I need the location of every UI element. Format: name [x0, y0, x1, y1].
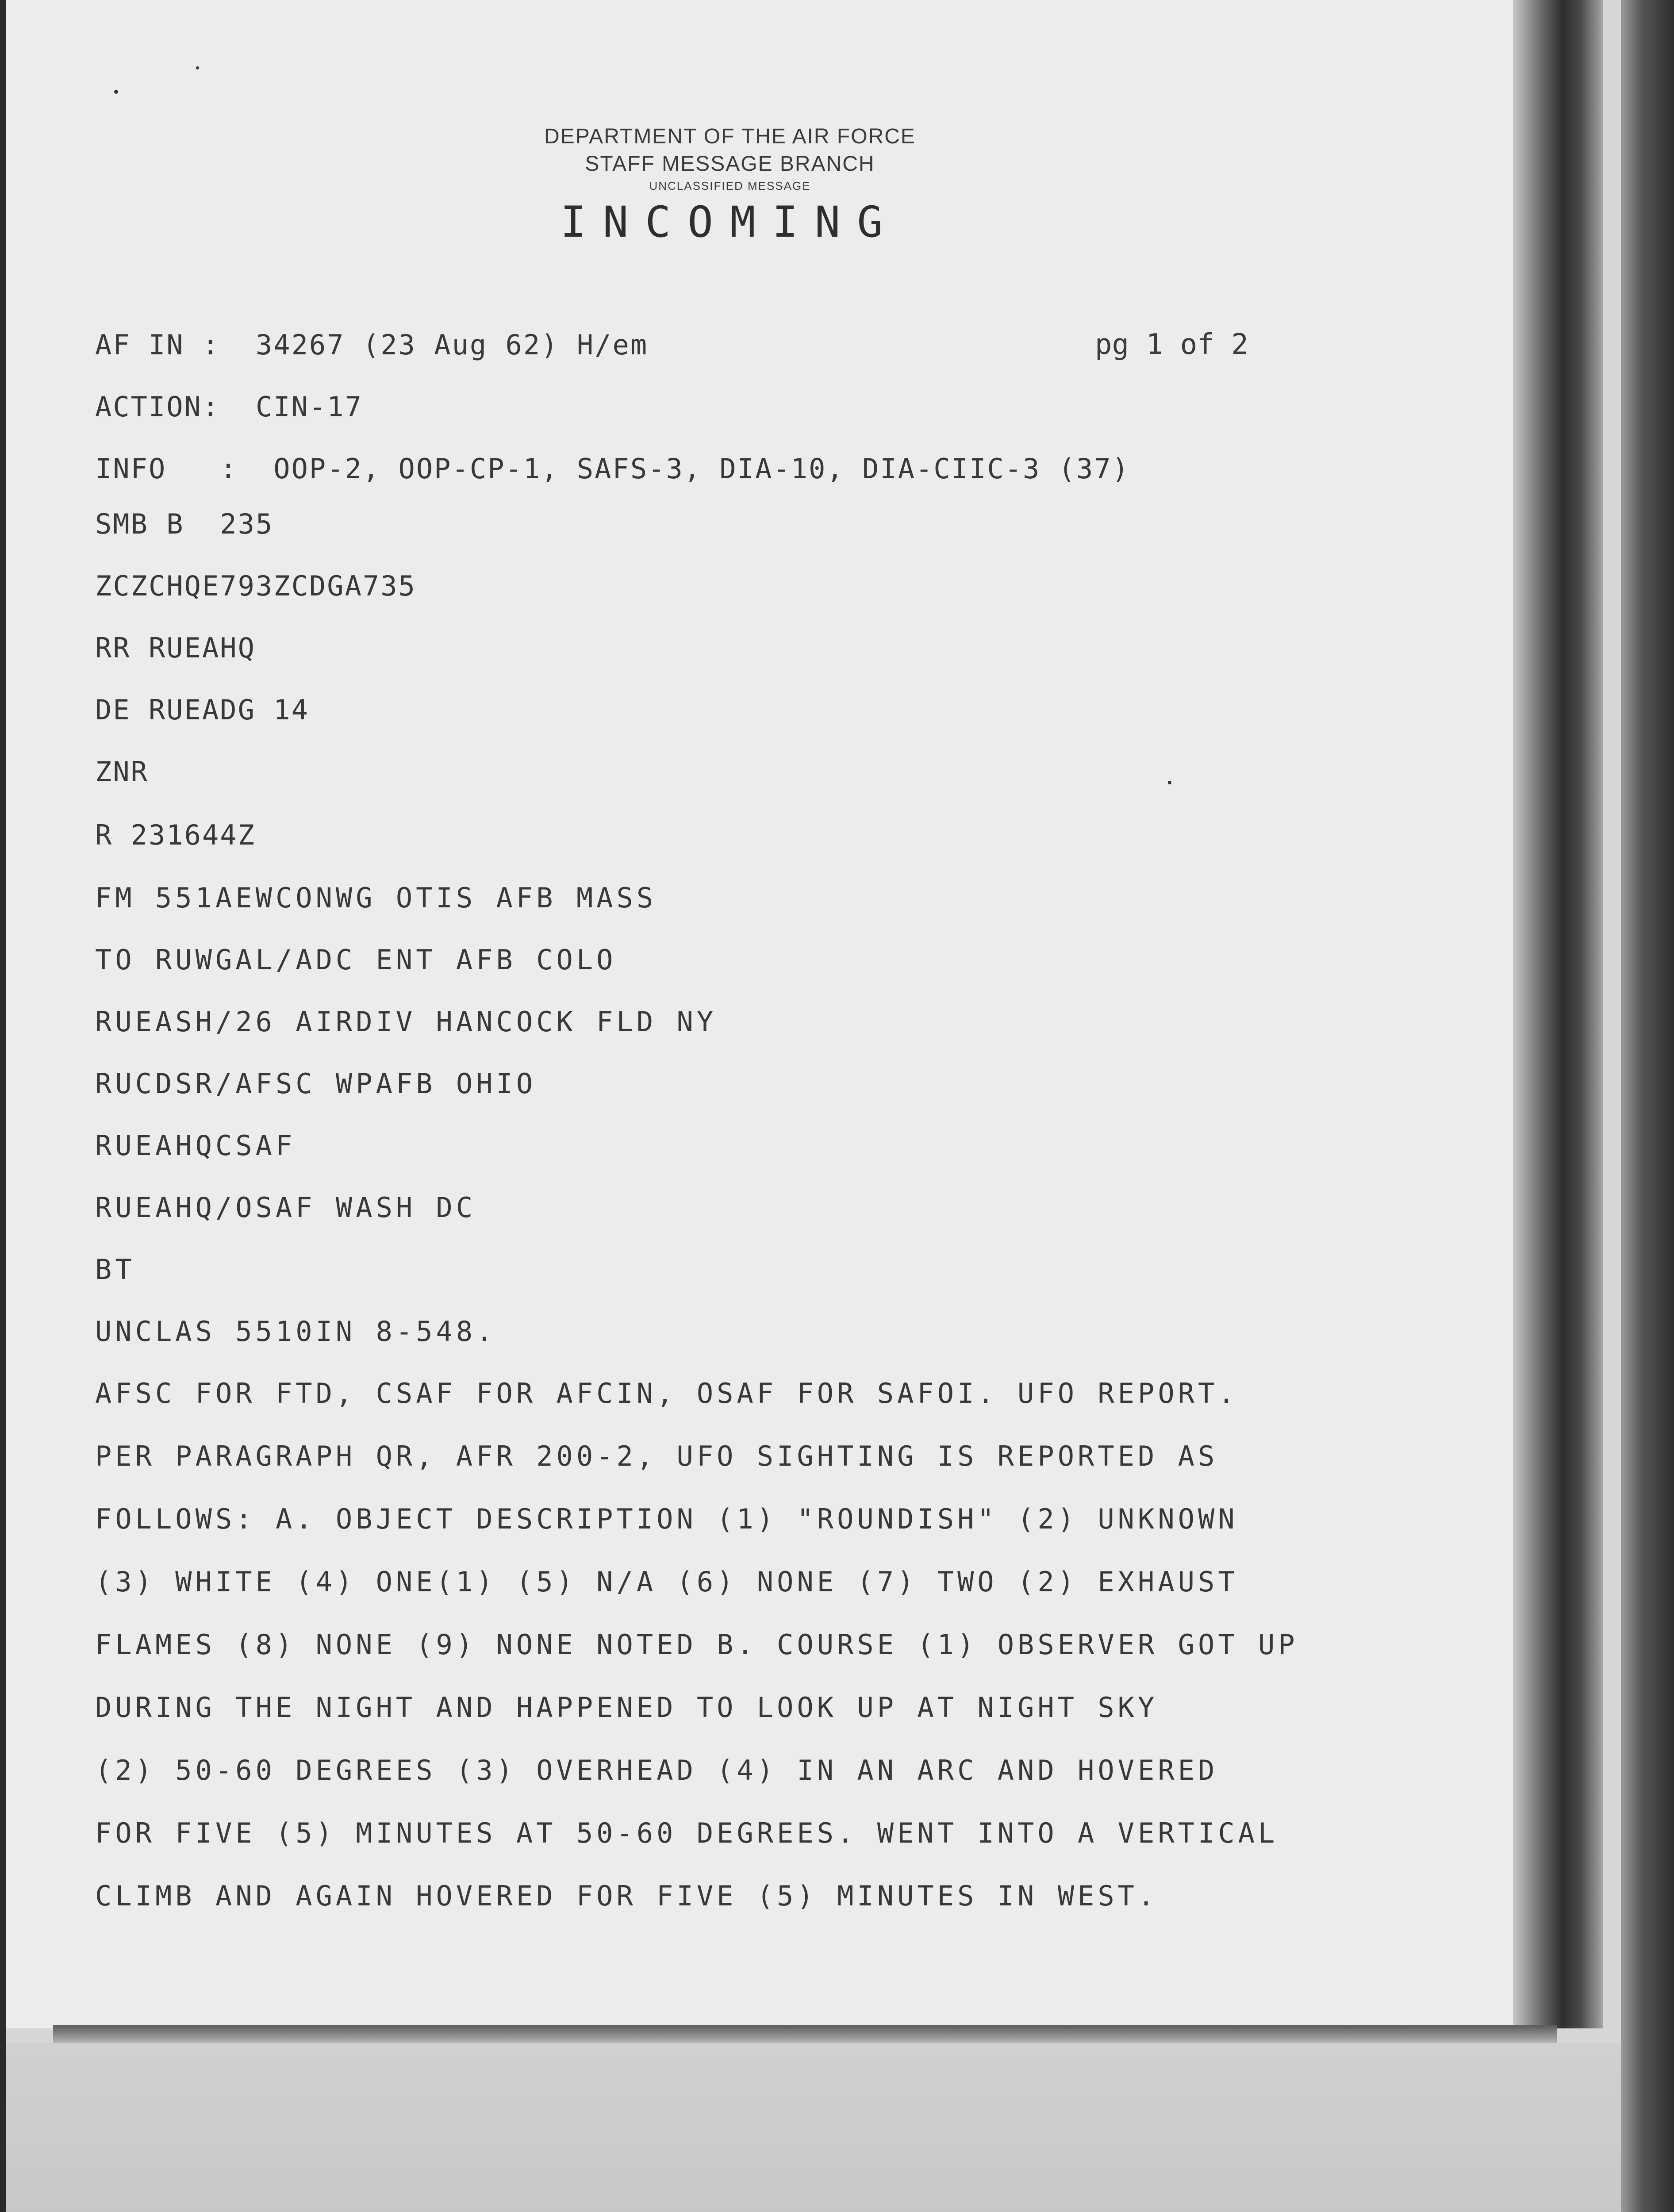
line-smb: SMB B 235	[95, 508, 274, 540]
sheet-edge-shadow	[1513, 0, 1603, 2028]
line-addressee: RUEAHQ/OSAF WASH DC	[95, 1191, 476, 1224]
line-unclas: UNCLAS 5510IN 8-548.	[95, 1315, 496, 1348]
line-routing-code: ZCZCHQE793ZCDGA735	[95, 570, 416, 602]
message-body-line: DURING THE NIGHT AND HAPPENED TO LOOK UP AT NIGHT SKY	[95, 1691, 1158, 1724]
line-rr: RR RUEAHQ	[95, 632, 256, 664]
line-info: INFO : OOP-2, OOP-CP-1, SAFS-3, DIA-10, DIA-CIIC-3 (37)	[95, 453, 1130, 485]
line-addressee: RUEAHQCSAF	[95, 1129, 296, 1162]
line-addressee: RUEASH/26 AIRDIV HANCOCK FLD NY	[95, 1006, 717, 1038]
page-marker: pg 1 of 2	[1095, 328, 1248, 361]
scan-background	[6, 2043, 1621, 2212]
line-from: FM 551AEWCONWG OTIS AFB MASS	[95, 882, 657, 914]
line-bt: BT	[95, 1253, 135, 1286]
speck	[114, 90, 118, 94]
line-znr: ZNR	[95, 756, 149, 788]
message-body-line: AFSC FOR FTD, CSAF FOR AFCIN, OSAF FOR SAFOI. UFO REPORT.	[95, 1377, 1238, 1409]
department-name: DEPARTMENT OF THE AIR FORCE	[544, 125, 916, 148]
message-body-line: PER PARAGRAPH QR, AFR 200-2, UFO SIGHTING IS REPORTED AS	[95, 1440, 1218, 1472]
message-body-line: FOLLOWS: A. OBJECT DESCRIPTION (1) "ROUNDISH" (2) UNKNOWN	[95, 1503, 1238, 1535]
document-title: INCOMING	[560, 197, 900, 247]
line-to: TO RUWGAL/ADC ENT AFB COLO	[95, 944, 617, 976]
message-header	[487, 123, 973, 249]
speck	[196, 66, 199, 69]
message-body-line: FOR FIVE (5) MINUTES AT 50-60 DEGREES. WENT INTO A VERTICAL	[95, 1817, 1279, 1849]
line-dtg: R 231644Z	[95, 819, 256, 851]
scan-right-border	[1621, 0, 1674, 2212]
line-action: ACTION: CIN-17	[95, 391, 363, 423]
classification-label: UNCLASSIFIED MESSAGE	[649, 179, 811, 192]
speck	[1168, 781, 1171, 784]
line-addressee: RUCDSR/AFSC WPAFB OHIO	[95, 1068, 537, 1100]
message-body-line: CLIMB AND AGAIN HOVERED FOR FIVE (5) MINUTES IN WEST.	[95, 1880, 1158, 1912]
message-body-line: FLAMES (8) NONE (9) NONE NOTED B. COURSE (1) OBSERVER GOT UP	[95, 1628, 1298, 1661]
line-af-in: AF IN : 34267 (23 Aug 62) H/em	[95, 329, 649, 361]
branch-name: STAFF MESSAGE BRANCH	[585, 152, 875, 176]
scan-left-border	[0, 0, 6, 2212]
sheet-bottom-shadow	[53, 2025, 1557, 2043]
message-body-line: (2) 50-60 DEGREES (3) OVERHEAD (4) IN AN ARC AND HOVERED	[95, 1754, 1218, 1786]
line-de: DE RUEADG 14	[95, 694, 309, 726]
message-body-line: (3) WHITE (4) ONE(1) (5) N/A (6) NONE (7) TWO (2) EXHAUST	[95, 1566, 1238, 1598]
